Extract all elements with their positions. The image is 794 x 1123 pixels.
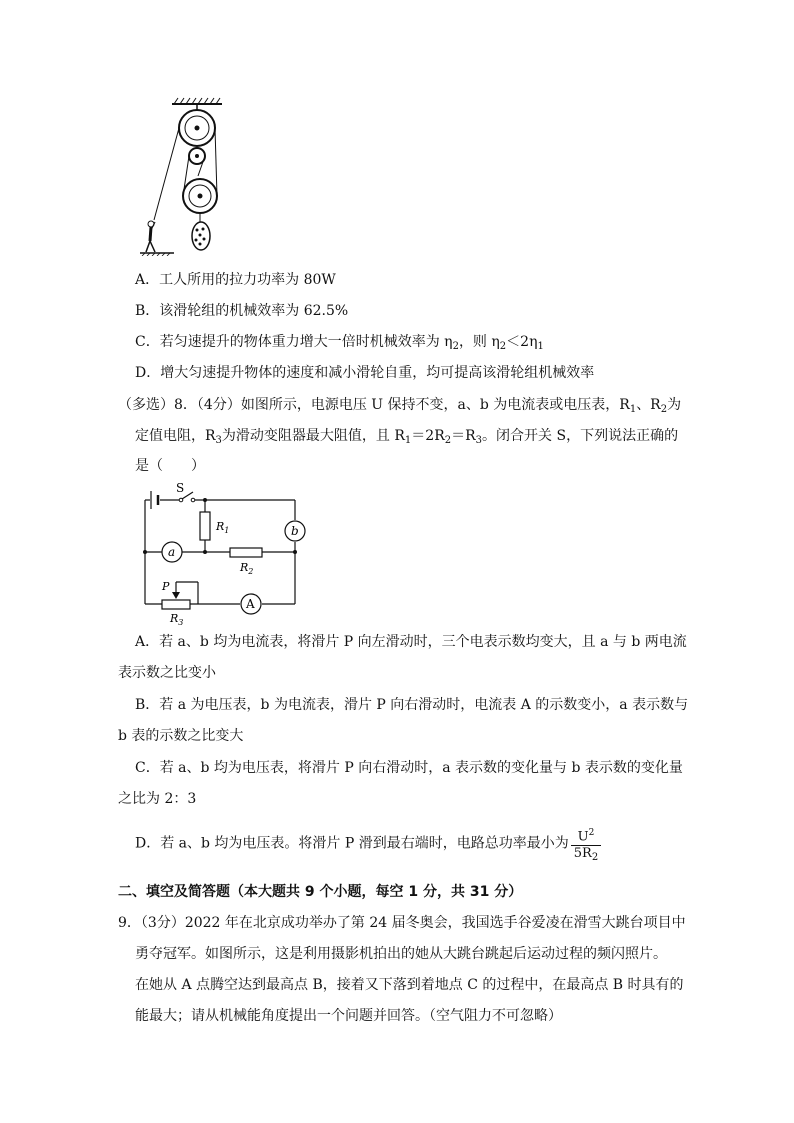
slider-p-label: P [162, 580, 170, 593]
r3-label: $R_3$ [170, 612, 184, 627]
q8-option-c-line1: C．若 a、b 均为电压表，将滑片 P 向右滑动时，a 表示数的变化量与 b 表示数的变化量 [135, 760, 683, 776]
q7-option-c: C．若匀速提升的物体重力增大一倍时机械效率为 $\eta_2$，则 $\eta_2<2\eta_1$ [135, 334, 544, 352]
pulley-diagram [140, 96, 260, 256]
q7-option-b: B．该滑轮组的机械效率为 62.5% [135, 303, 349, 319]
q8-option-c-line2: 之比为 2：3 [118, 791, 197, 807]
ammeter-label: A [246, 597, 255, 611]
meter-a-label: a [168, 545, 176, 559]
q9-line2: 勇夺冠军。如图所示，这是利用摄影机拍出的她从大跳台跳起后运动过程的频闪照片。 [135, 946, 667, 962]
q8-option-a-line2: 表示数之比变小 [118, 665, 216, 681]
q8-option-d-fraction: $\frac{U^2}{5R_2}$ [571, 825, 601, 862]
q9-line4: 能最大；请从机械能角度提出一个问题并回答。（空气阻力不可忽略） [135, 1008, 562, 1024]
q8-option-d: D．若 a、b 均为电压表。将滑片 P 滑到最右端时，电路总功率最小为 $\frac{U^2}{5R_2}$ [135, 825, 601, 862]
q7-option-a: A．工人所用的拉力功率为 80W [135, 272, 336, 288]
q8-stem-line1: （多选）8．（4分）如图所示，电源电压 U 保持不变，a、b 为电流表或电压表，$R_1$、$R_2$为 [118, 397, 682, 415]
q8-option-a-line1: A．若 a、b 均为电流表，将滑片 P 向左滑动时，三个电表示数均变大，且 a 与 b 两电流 [135, 634, 687, 650]
circuit-diagram [130, 478, 320, 628]
q7-option-d: D．增大匀速提升物体的速度和减小滑轮自重，均可提高该滑轮组机械效率 [135, 365, 595, 381]
meter-b-label: b [291, 524, 299, 538]
q9-line3: 在她从 A 点腾空达到最高点 B，接着又下落到着地点 C 的过程中，在最高点 B 时具有的 [135, 977, 684, 993]
section-2-title: 二、填空及简答题（本大题共 9 个小题，每空 1 分，共 31 分） [118, 884, 523, 900]
q8-option-b-line2: b 表的示数之比变大 [118, 728, 244, 744]
r1-label: $R_1$ [216, 520, 230, 535]
q8-stem-line3: 是（ ） [135, 458, 205, 474]
q8-stem-line2: 定值电阻，$R_3$为滑动变阻器最大阻值，且 $R_1=2R_2=R_3$。闭合开关 S，下列说法正确的 [135, 428, 679, 446]
q9-line1: 9．（3分）2022 年在北京成功举办了第 24 届冬奥会，我国选手谷爱凌在滑雪大跳台项目中 [118, 915, 686, 931]
switch-label: S [176, 481, 185, 495]
r2-label: $R_2$ [240, 561, 254, 576]
q8-option-b-line1: B．若 a 为电压表，b 为电流表，滑片 P 向右滑动时，电流表 A 的示数变小，a 表示数与 [135, 697, 689, 713]
